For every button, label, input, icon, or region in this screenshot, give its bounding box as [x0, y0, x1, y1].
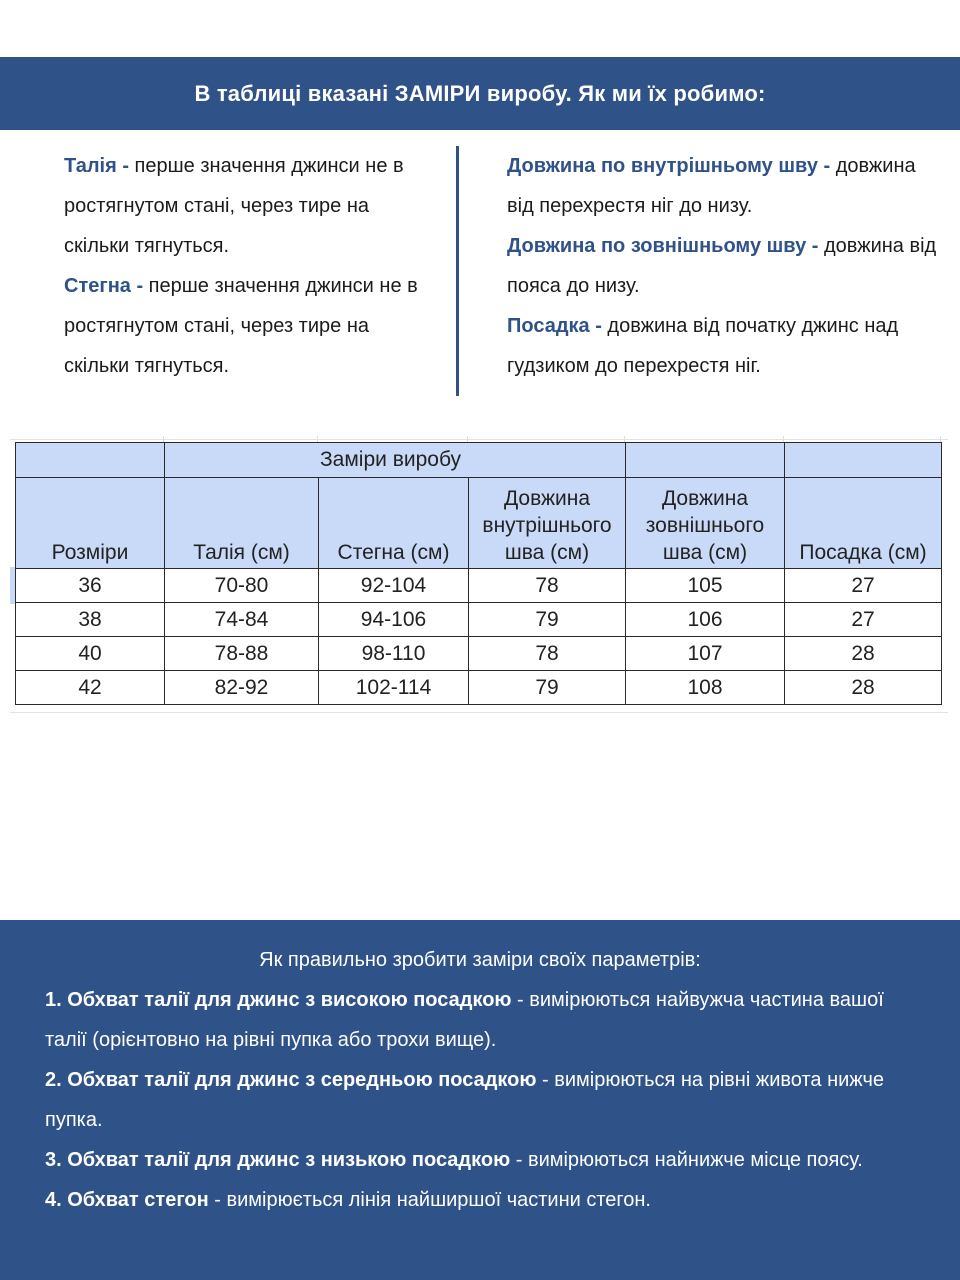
cell-inseam: 79 [469, 671, 626, 705]
cell-outseam: 106 [626, 603, 785, 637]
measuring-guide-list [45, 980, 925, 1220]
definition-rise [507, 306, 947, 386]
cell-inseam: 79 [469, 603, 626, 637]
definition-text: перше значення джинси не в ростягнутом стані, через тире на скільки тягнуться. [64, 155, 404, 257]
cell-rise: 28 [785, 671, 942, 705]
definition-text: довжина від початку джинс над гудзиком до перехрестя ніг. [507, 315, 899, 377]
cell-size: 40 [16, 637, 165, 671]
list-item [45, 1140, 925, 1180]
cell-waist: 82-92 [165, 671, 319, 705]
cell-waist: 78-88 [165, 637, 319, 671]
list-item-title: 1. Обхват талії для джинс з високою посадкою [45, 989, 512, 1011]
definition-outseam [507, 226, 947, 306]
cell-waist: 74-84 [165, 603, 319, 637]
list-item-title: 4. Обхват стегон [45, 1189, 209, 1211]
cell-rise: 28 [785, 637, 942, 671]
measuring-guide-heading: Як правильно зробити заміри своїх параметрів: [259, 949, 701, 971]
cell-inseam: 78 [469, 637, 626, 671]
table-header-row [16, 478, 942, 569]
list-item-text: - вимірюються найвужча частина вашої талії (орієнтовно на рівні пупка або трохи вище). [45, 989, 884, 1051]
cell-hips: 92-104 [319, 569, 469, 603]
cell-inseam: 78 [469, 569, 626, 603]
sheet-gridline [10, 712, 948, 713]
definition-inseam [507, 146, 947, 226]
header-rise: Посадка (см) [785, 478, 942, 569]
cell-rise: 27 [785, 569, 942, 603]
list-item-text: - вимірюються на рівні живота нижче пупка. [45, 1069, 885, 1131]
table-cell [785, 443, 942, 478]
list-item-title: 3. Обхват талії для джинс з низькою посадкою [45, 1149, 511, 1171]
header-outseam: Довжина зовнішнього шва (см) [626, 478, 785, 569]
list-item [45, 1180, 925, 1220]
list-item-text: - вимірюється лінія найширшої частини стегон. [208, 1189, 651, 1211]
list-item-text: - вимірюються найнижче місце поясу. [510, 1149, 863, 1171]
definition-term: Талія - [64, 155, 129, 177]
list-item-title: 2. Обхват талії для джинс з середньою посадкою [45, 1069, 537, 1091]
table-row [16, 637, 942, 671]
table-group-row [16, 443, 942, 478]
list-item [45, 1060, 925, 1140]
definition-text: перше значення джинси не в ростягнутом стані, через тире на скільки тягнуться. [64, 275, 418, 377]
table-row [16, 569, 942, 603]
definition-text: довжина від пояса до низу. [507, 235, 937, 297]
cell-hips: 94-106 [319, 603, 469, 637]
cell-hips: 98-110 [319, 637, 469, 671]
size-table-sheet [10, 436, 950, 716]
cell-outseam: 107 [626, 637, 785, 671]
banner-title: В таблиці вказані ЗАМІРИ виробу. Як ми їх робимо: [194, 80, 766, 106]
cell-size: 38 [16, 603, 165, 637]
cell-outseam: 108 [626, 671, 785, 705]
list-item [45, 980, 925, 1060]
definitions-left [64, 146, 436, 386]
cell-rise: 27 [785, 603, 942, 637]
table-cell [16, 443, 165, 478]
cell-outseam: 105 [626, 569, 785, 603]
measuring-guide-panel [0, 920, 960, 1280]
header-size: Розміри [16, 478, 165, 569]
size-table [15, 442, 942, 705]
header-waist: Талія (см) [165, 478, 319, 569]
definition-term: Довжина по внутрішньому шву - [507, 155, 831, 177]
column-divider [456, 146, 459, 396]
header-inseam: Довжина внутрішнього шва (см) [469, 478, 626, 569]
definition-term: Посадка - [507, 315, 602, 337]
table-cell [626, 443, 785, 478]
cell-hips: 102-114 [319, 671, 469, 705]
definitions-right [507, 146, 947, 386]
sheet-gridline [10, 439, 948, 440]
top-banner [0, 57, 960, 130]
table-row [16, 671, 942, 705]
cell-size: 36 [16, 569, 165, 603]
cell-waist: 70-80 [165, 569, 319, 603]
definition-text: довжина від перехрестя ніг до низу. [507, 155, 916, 217]
cell-size: 42 [16, 671, 165, 705]
definition-waist [64, 146, 436, 266]
definition-term: Стегна - [64, 275, 144, 297]
table-group-title: Заміри виробу [165, 443, 626, 478]
definition-hips [64, 266, 436, 386]
table-row [16, 603, 942, 637]
header-hips: Стегна (см) [319, 478, 469, 569]
definition-term: Довжина по зовнішньому шву - [507, 235, 819, 257]
